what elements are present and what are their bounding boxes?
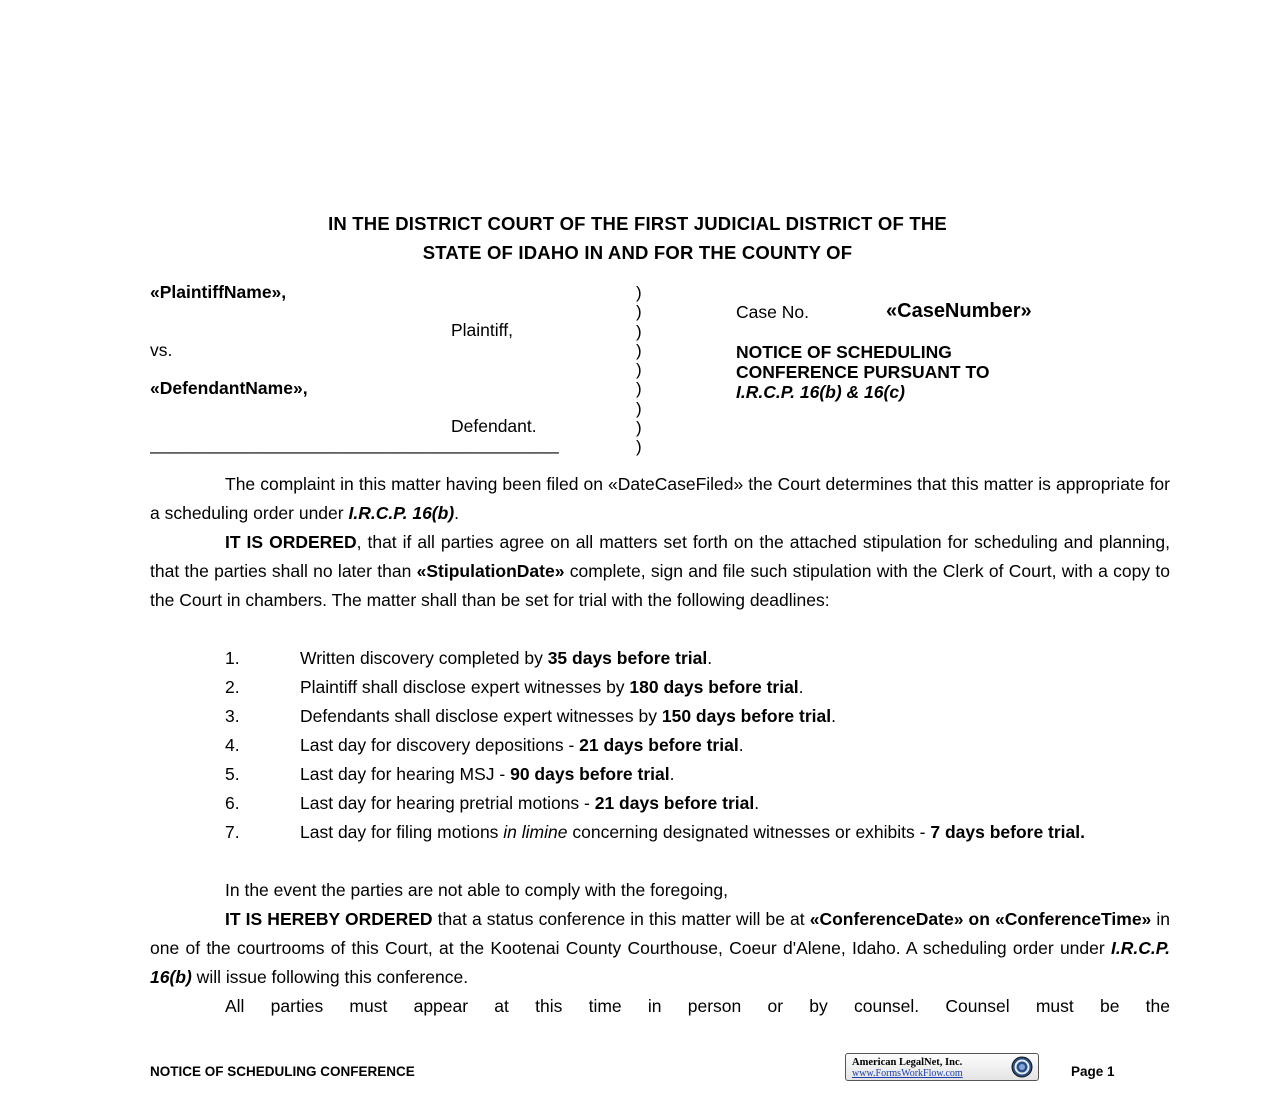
defendant-label: Defendant. (451, 416, 537, 436)
footer-title: NOTICE OF SCHEDULING CONFERENCE (150, 1064, 415, 1079)
court-heading-line2: STATE OF IDAHO IN AND FOR THE COUNTY OF (422, 242, 853, 263)
caption-parentheses: ) ) ) ) ) ) ) ) ) (636, 283, 642, 457)
order-paragraphs-bottom (150, 876, 1170, 1021)
plaintiff-label: Plaintiff, (451, 320, 513, 340)
legalnet-logo[interactable] (845, 1053, 1039, 1081)
case-number: «CaseNumber» (886, 300, 1032, 322)
globe-icon (1011, 1056, 1033, 1078)
it-is-ordered-paragraph: IT IS ORDERED, that if all parties agree on all matters set forth on the attached stipulation for scheduling and planning, that the parties shall no later than «StipulationDate» complete, sign and file such stipulation with the Clerk of Court, with a copy to the Court in chambers. The matter shall than be set for trial with the following deadlines: (150, 532, 1171, 610)
page-number: Page 1 (1071, 1064, 1115, 1079)
list-item: 3. Defendants shall disclose expert witnesses by 150 days before trial. (225, 706, 836, 726)
logo-name: American LegalNet, Inc. (852, 1057, 963, 1068)
list-item: 7. Last day for filing motions in limine concerning designated witnesses or exhibits - 7 days before trial. (225, 822, 1085, 842)
list-item: 4. Last day for discovery depositions - 21 days before trial. (225, 735, 744, 755)
list-item: 1. Written discovery completed by 35 days before trial. (225, 648, 713, 668)
logo-url-link[interactable]: www.FormsWorkFlow.com (852, 1068, 963, 1079)
list-item: 5. Last day for hearing MSJ - 90 days before trial. (225, 764, 675, 784)
court-heading-line1: IN THE DISTRICT COURT OF THE FIRST JUDICIAL DISTRICT OF THE (328, 213, 947, 234)
event-paragraph: In the event the parties are not able to comply with the foregoing, (225, 880, 728, 900)
case-number-label: Case No. (736, 302, 809, 322)
deadline-list (225, 648, 1170, 843)
list-item: 6. Last day for hearing pretrial motions - 21 days before trial. (225, 793, 760, 813)
appearance-paragraph: All parties must appear at this time in person or by counsel. Counsel must be the (225, 996, 1170, 1016)
complaint-paragraph: The complaint in this matter having been filed on «DateCaseFiled» the Court determines that this matter is appropriate for a scheduling order under I.R.C.P. 16(b). (150, 474, 1170, 523)
plaintiff-name: «PlaintiffName», (150, 282, 287, 302)
caption-underline: __________________________________________ (150, 434, 559, 454)
notice-title: NOTICE OF SCHEDULING CONFERENCE PURSUANT TO I.R.C.P. 16(b) & 16(c) (736, 342, 990, 402)
hereby-ordered-paragraph: IT IS HEREBY ORDERED that a status conference in this matter will be at «ConferenceDate» on «ConferenceTime» in one of the courtrooms of this Court, at the Kootenai County Courthouse, Coeur d'Alene, Idaho. A scheduling order under I.R.C.P. 16(b) will issue following this conference. (150, 909, 1171, 987)
list-item: 2. Plaintiff shall disclose expert witnesses by 180 days before trial. (225, 677, 804, 697)
defendant-name: «DefendantName», (150, 378, 308, 398)
vs-label: vs. (150, 340, 173, 360)
order-paragraphs-top (150, 470, 1170, 615)
